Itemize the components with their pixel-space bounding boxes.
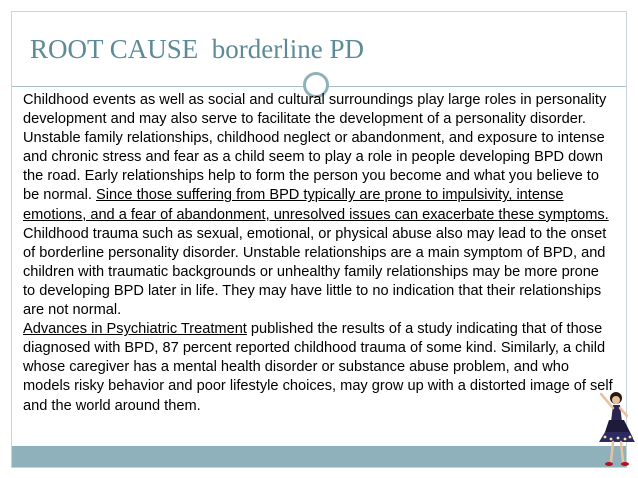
paragraph-3-text: published the results of a study indicating that of those diagnosed with BPD, 87 percent reported childhood trauma of some kind. Similarly, a child whose caregiver has a mental health disorder or substance abuse problem, and who models risky behavior and poor lifestyle choices, may grow up with a distorted image of self and the world around them.: [23, 321, 613, 414]
paragraph-2: Childhood trauma such as sexual, emotional, or physical abuse also may lead to the onset of borderline personality disorder. Unstable relationships are a main symptom of BPD, and children with traumatic backgrounds or unhealthy family relationships may be more prone to developing BPD later in life. They may have little to no indication that their relationships are not normal.: [23, 225, 607, 319]
bottom-bar: [12, 446, 626, 467]
journal-link[interactable]: Advances in Psychiatric Treatment: [23, 321, 247, 338]
paragraph-1: [23, 91, 613, 225]
paragraph-3: [23, 320, 613, 415]
slide-title: ROOT CAUSE borderline PD: [30, 34, 364, 64]
dancer-clipart-icon: [589, 388, 637, 470]
paragraph-1-underlined: Since those suffering from BPD typically are prone to impulsivity, intense emotions, and a fear of abandonment, unresolved issues can exacerbate these symptoms.: [23, 187, 609, 223]
paragraph-1-text: Childhood events as well as social and cultural surroundings play large roles in personality development and may also serve to facilitate the development of a personality disorder. Unstable family relationships, childhood neglect or abandonment, and exposure to intense and chronic stress and fear as a child seem to play a role in people developing BPD down the road. Early relationships help to form the person you become and what you believe to be normal.: [23, 92, 607, 204]
slide-body: [23, 91, 613, 416]
